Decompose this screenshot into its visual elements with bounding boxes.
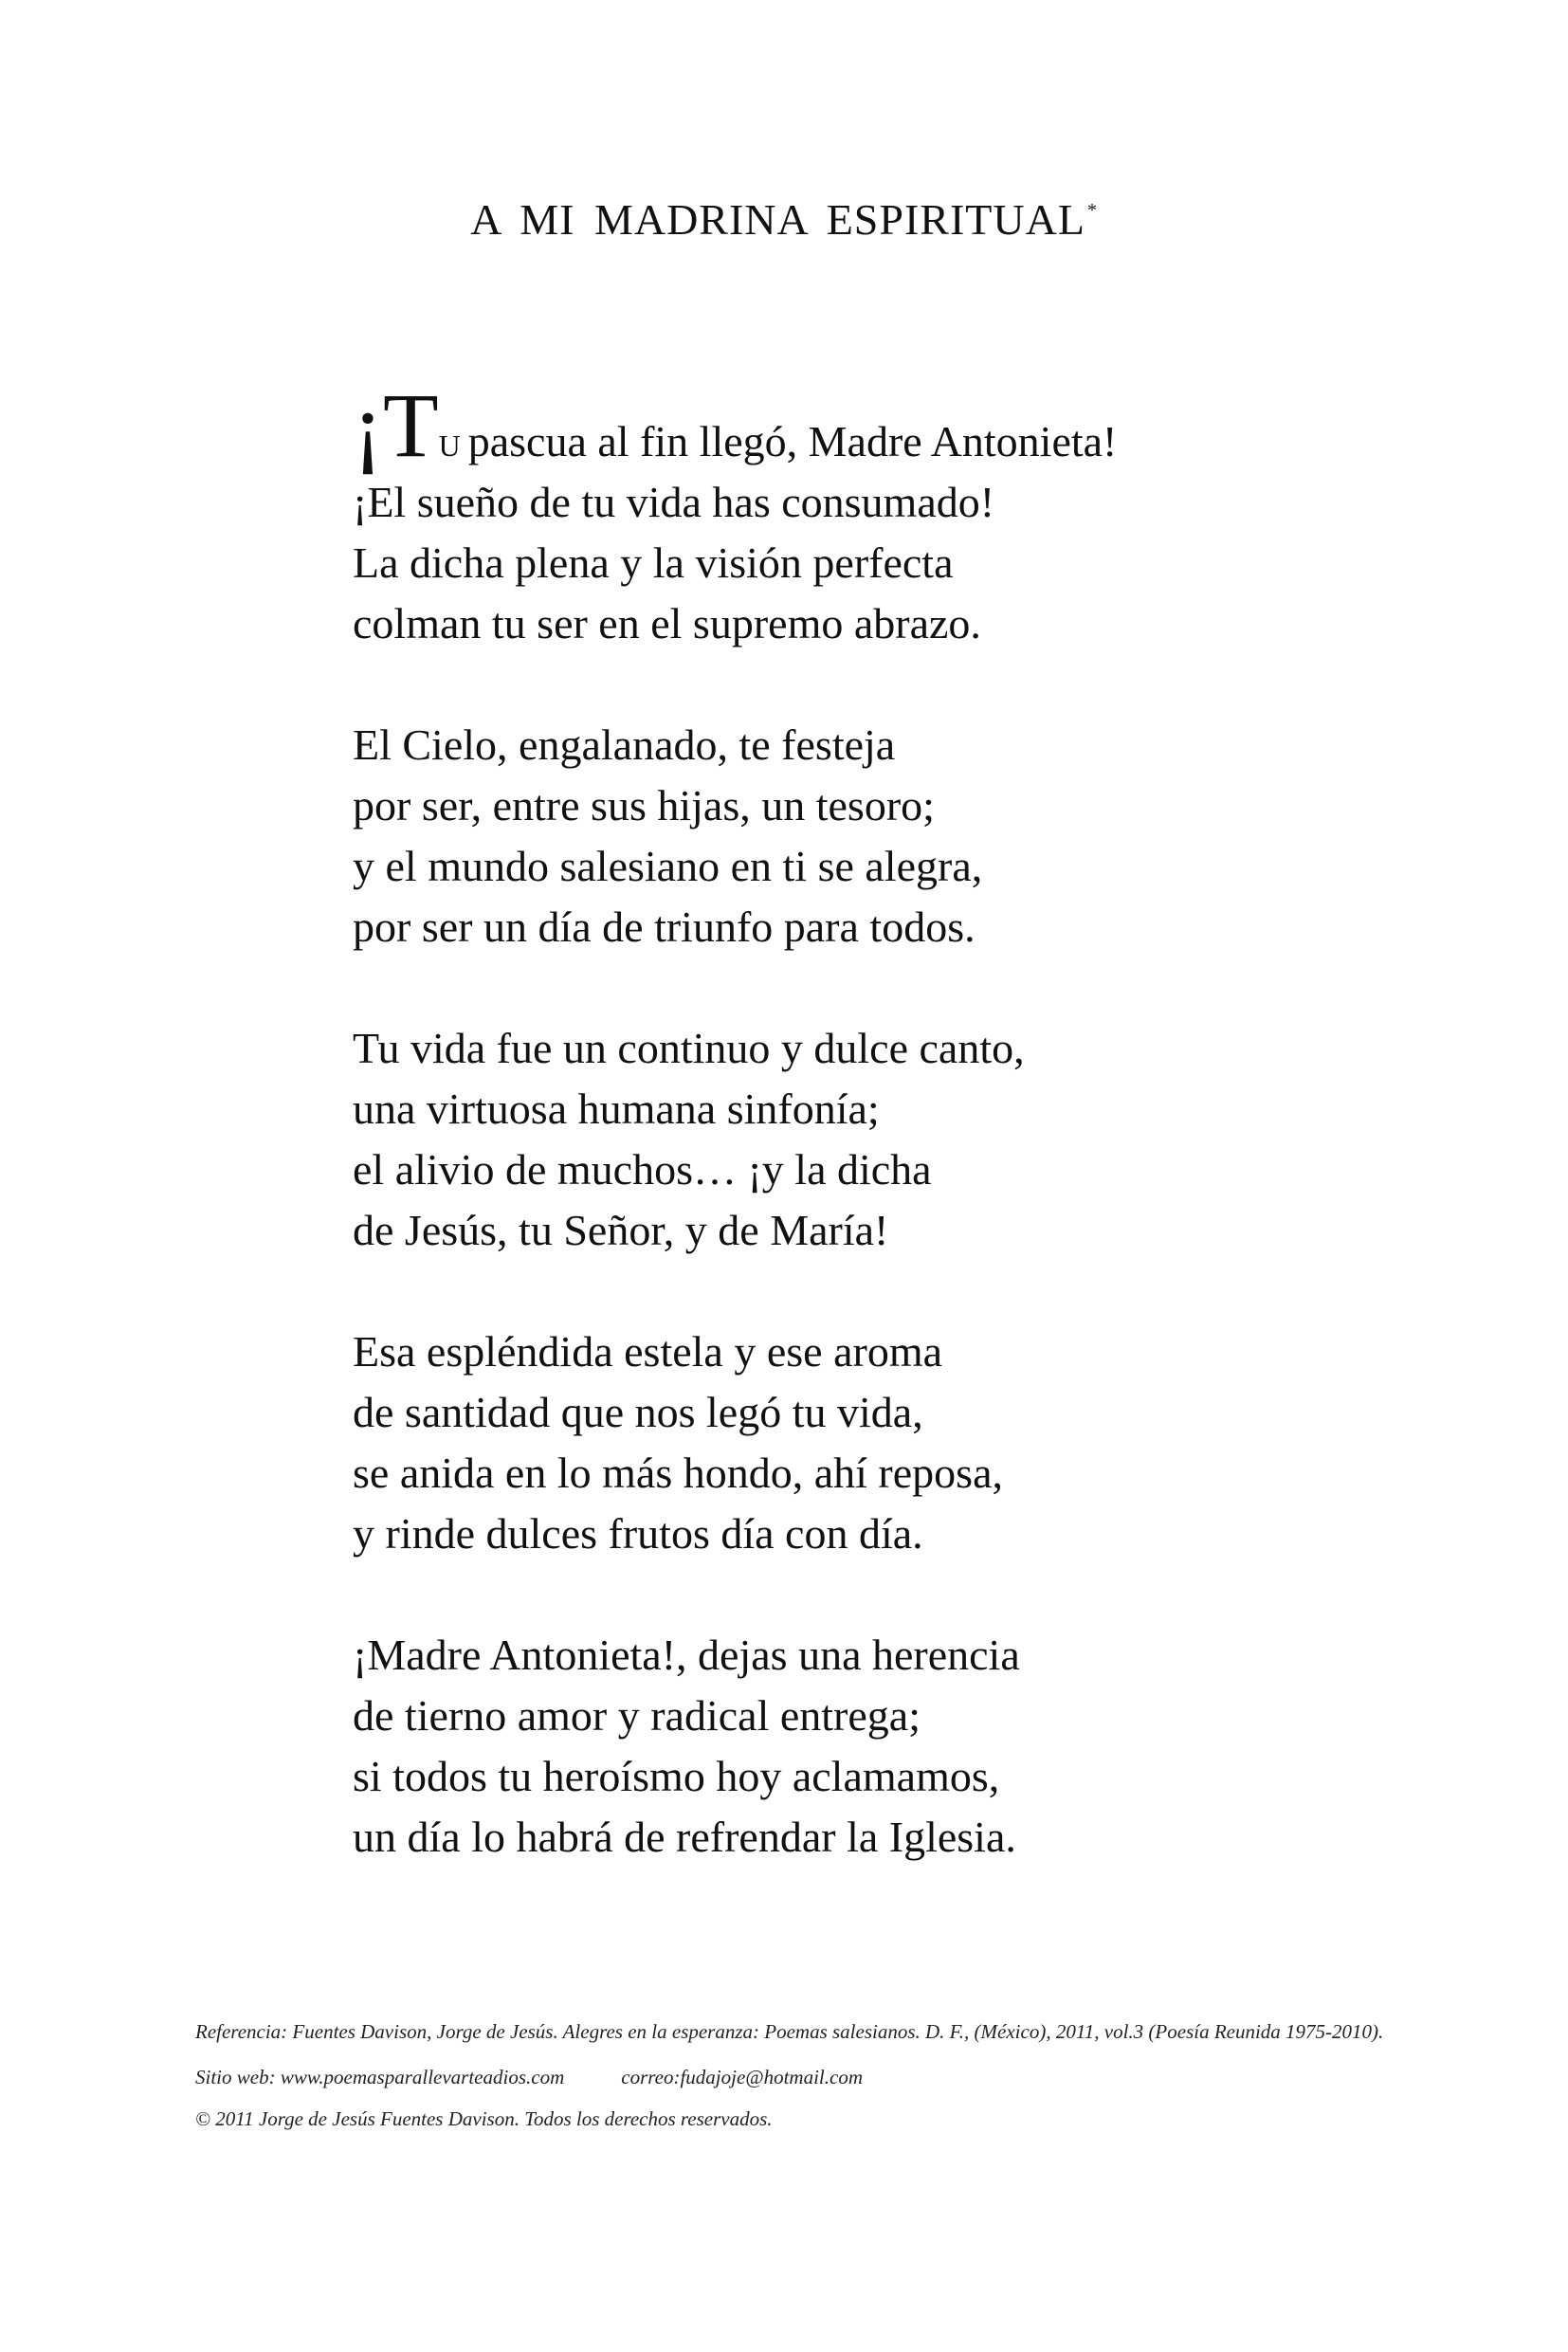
poem-line: un día lo habrá de refrendar la Iglesia.: [353, 1813, 1016, 1861]
contact-row: [195, 2063, 1390, 2091]
poem-line: ¡Madre Antonieta!, dejas una herencia: [353, 1631, 1020, 1679]
title-footnote-mark: *: [1086, 200, 1098, 221]
poem-line: el alivio de muchos… ¡y la dicha: [353, 1145, 932, 1194]
poem-line: por ser un día de triunfo para todos.: [353, 903, 975, 951]
drop-cap-letter: T: [382, 374, 439, 476]
footer: [195, 2017, 1390, 2133]
small-cap-letter: U: [438, 428, 461, 463]
copyright-notice: © 2011 Jorge de Jesús Fuentes Davison. Todos los derechos reservados.: [195, 2107, 773, 2130]
website-text: Sitio web: www.poemasparallevarteadios.com: [195, 2066, 565, 2088]
poem-first-line: [353, 374, 1301, 476]
stanza-5: [353, 1625, 1301, 1868]
opening-exclamation: ¡: [353, 374, 383, 476]
poem-title-text: A MI MADRINA ESPIRITUAL: [470, 195, 1085, 244]
poem-line: una virtuosa humana sinfonía;: [353, 1085, 880, 1133]
poem-line: colman tu ser en el supremo abrazo.: [353, 599, 981, 647]
poem-line: Esa espléndida estela y ese aroma: [353, 1327, 943, 1376]
poem-line: se anida en lo más hondo, ahí reposa,: [353, 1449, 1003, 1497]
reference-note: Referencia: Fuentes Davison, Jorge de Jesús. Alegres en la esperanza: Poemas salesianos. D. F., (México), 2011, vol.3 (Poesía Reunida 1975-2010).: [195, 2020, 1384, 2043]
poem-line: y el mundo salesiano en ti se alegra,: [353, 842, 983, 890]
poem-line: La dicha plena y la visión perfecta: [353, 538, 954, 587]
poem-line: El Cielo, engalanado, te festeja: [353, 720, 896, 769]
poem-line: y rinde dulces frutos día con día.: [353, 1509, 923, 1558]
poem-line: ¡El sueño de tu vida has consumado!: [353, 478, 995, 526]
poem-title: [0, 194, 1568, 245]
poem-line: de santidad que nos legó tu vida,: [353, 1388, 923, 1436]
poem-line: Tu vida fue un continuo y dulce canto,: [353, 1024, 1025, 1072]
stanza-3: [353, 1018, 1301, 1261]
stanza-4: [353, 1322, 1301, 1564]
poem-body: [353, 374, 1301, 1868]
poem-line: por ser, entre sus hijas, un tesoro;: [353, 781, 935, 830]
stanza-2: [353, 715, 1301, 957]
poem-line: si todos tu heroísmo hoy aclamamos,: [353, 1752, 1000, 1800]
stanza-1: [353, 374, 1301, 654]
poem-line: de Jesús, tu Señor, y de María!: [353, 1206, 889, 1254]
email-text: correo:fudajoje@hotmail.com: [621, 2066, 863, 2088]
poem-line: de tierno amor y radical entrega;: [353, 1691, 921, 1740]
first-line-rest: pascua al fin llegó, Madre Antonieta!: [467, 417, 1118, 465]
